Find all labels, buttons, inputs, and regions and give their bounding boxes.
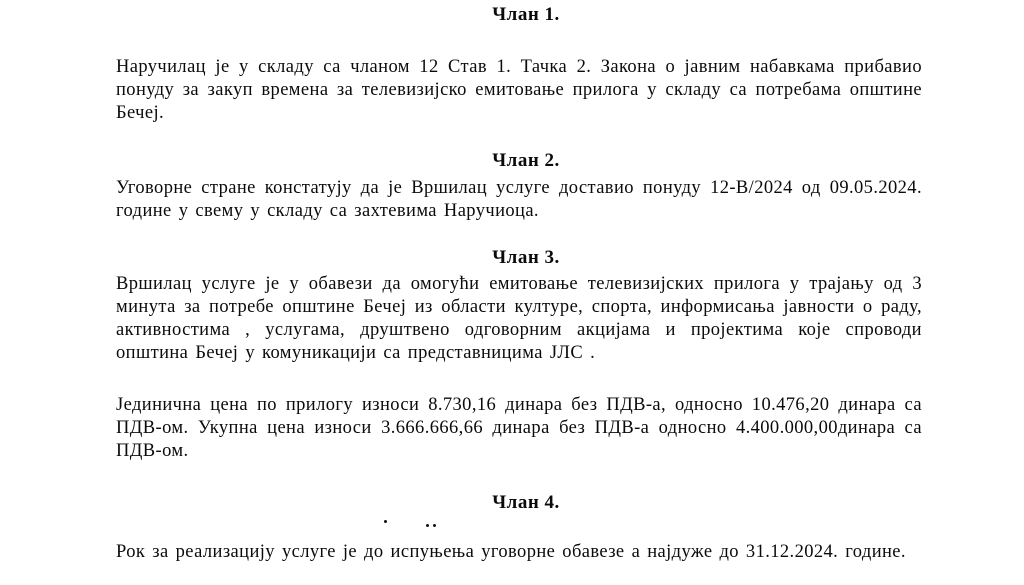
article-1-paragraph: Наручилац је у складу са чланом 12 Став 1. Тачка 2. Закона о јавним набавкама прибавио понуду за закуп времена за телевизијско емитовање прилога у складу са потребама општине Бечеј. [116, 57, 922, 123]
article-3-heading: Члан 3. [492, 247, 560, 268]
article-4-heading: Члан 4. [492, 492, 560, 513]
scan-speck [426, 524, 429, 527]
article-3-paragraph-2: Јединична цена по прилогу износи 8.730,16 динара без ПДВ-а, односно 10.476,20 динара са ПДВ-ом. Укупна цена износи 3.666.666,66 динара без ПДВ-а односно 4.400.000,00динара са ПДВ-ом. [116, 395, 922, 461]
article-3-paragraph-1: Вршилац услуге је у обавези да омогући емитовање телевизијских прилога у трајању од 3 минута за потребе општине Бечеј из области културе, спорта, информисања јавности о раду, активностима , услугама, друштвено одговорним акцијама и пројектима које спроводи општина Бечеј у комуникацији са представницима ЈЛС . [116, 274, 922, 363]
scan-speck [384, 520, 387, 523]
article-2-paragraph: Уговорне стране констатују да је Вршилац услуге доставио понуду 12-В/2024 од 09.05.2024. године у свему у складу са захтевима Наручиоца. [116, 178, 922, 221]
article-4-paragraph: Рок за реализацију услуге је до испуњења уговорне обавезе а најдуже до 31.12.2024. године. [116, 542, 906, 562]
article-1-heading: Члан 1. [492, 4, 560, 25]
article-2-heading: Члан 2. [492, 150, 560, 171]
scan-speck [433, 524, 436, 527]
